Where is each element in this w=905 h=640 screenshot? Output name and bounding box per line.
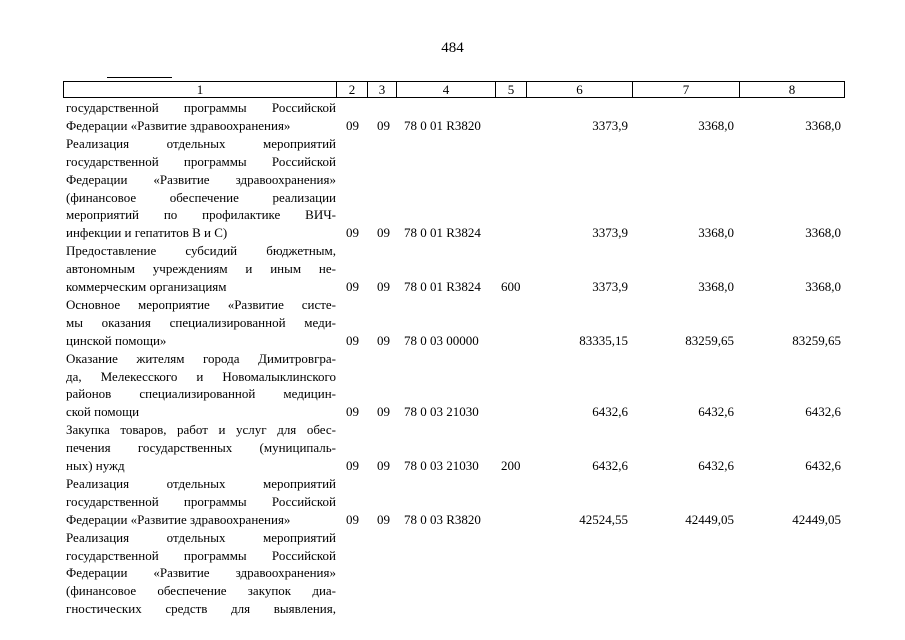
col-amount-6: 3373,9: [592, 117, 628, 133]
description-line: (финансовое обеспечение реализации: [66, 189, 336, 205]
col-amount-7: 3368,0: [698, 117, 734, 133]
description-line: да, Мелекесского и Новомалыклинского: [66, 368, 336, 384]
table-row: [0, 529, 905, 619]
row-description: [66, 135, 336, 242]
description-line: печения государственных (муниципаль-: [66, 440, 336, 456]
table-row: [0, 475, 905, 529]
description-line: государственной программы Российской: [66, 100, 336, 115]
col-target-article: 78 0 03 21030: [404, 404, 479, 420]
col-subsection: 09: [377, 278, 390, 294]
description-line: государственной программы Российской: [66, 153, 336, 169]
header-col-1: 1: [64, 82, 337, 97]
description-line: коммерческим организациям: [66, 279, 227, 294]
table-row: [0, 421, 905, 475]
col-subsection: 09: [377, 332, 390, 348]
description-line: ской помощи: [66, 404, 140, 420]
row-description: [66, 350, 336, 422]
description-line: государственной программы Российской: [66, 493, 336, 509]
col-amount-7: 83259,65: [685, 332, 734, 348]
header-col-3: 3: [368, 82, 397, 97]
col-subsection: 09: [377, 225, 390, 241]
col-amount-6: 3373,9: [592, 278, 628, 294]
table-header: [63, 81, 845, 98]
header-col-8: 8: [788, 82, 796, 97]
description-line: Реализация отдельных мероприятий: [66, 529, 336, 545]
header-col-7: 7: [633, 82, 740, 97]
col-subsection: 09: [377, 404, 390, 420]
description-line: районов специализированной медицин-: [66, 386, 336, 402]
col-section: 09: [346, 457, 359, 473]
table-row: [0, 99, 905, 135]
header-col-6: 6: [527, 82, 633, 97]
description-line: Федерации «Развитие здравоохранения»: [66, 117, 291, 133]
col-target-article: 78 0 03 00000: [404, 332, 479, 348]
description-line: Федерации «Развитие здравоохранения»: [66, 565, 336, 581]
header-overline: [107, 77, 172, 78]
description-line: инфекции и гепатитов В и С): [66, 225, 228, 241]
col-section: 09: [346, 278, 359, 294]
col-amount-7: 6432,6: [698, 404, 734, 420]
description-line: ных) нужд: [66, 458, 125, 473]
col-amount-8: 6432,6: [805, 457, 841, 473]
col-amount-7: 6432,6: [698, 457, 734, 473]
description-line: мероприятий по профилактике ВИЧ-: [66, 207, 336, 223]
header-col-2: 2: [337, 82, 368, 97]
col-amount-6: 42524,55: [579, 511, 628, 527]
table-row: [0, 296, 905, 350]
col-amount-7: 42449,05: [685, 511, 734, 527]
description-line: Оказание жителям города Димитровгра-: [66, 350, 336, 366]
header-col-4: 4: [397, 82, 496, 97]
row-description: [66, 296, 336, 350]
page-number: 484: [441, 40, 464, 56]
description-line: Предоставление субсидий бюджетным,: [66, 243, 336, 259]
col-amount-8: 3368,0: [805, 278, 841, 294]
col-amount-6: 3373,9: [592, 225, 628, 241]
col-subsection: 09: [377, 457, 390, 473]
col-amount-6: 83335,15: [579, 332, 628, 348]
col-expense-type: 600: [501, 278, 521, 294]
col-subsection: 09: [377, 511, 390, 527]
col-section: 09: [346, 225, 359, 241]
row-description: [66, 529, 336, 619]
col-section: 09: [346, 404, 359, 420]
description-line: Федерации «Развитие здравоохранения»: [66, 171, 336, 187]
row-description: [66, 99, 336, 135]
description-line: Основное мероприятие «Развитие систе-: [66, 296, 336, 312]
description-line: автономным учреждениям и иным не-: [66, 261, 336, 277]
col-amount-8: 6432,6: [805, 404, 841, 420]
description-line: Закупка товаров, работ и услуг для обес-: [66, 422, 336, 438]
description-line: Реализация отдельных мероприятий: [66, 475, 336, 491]
row-description: [66, 475, 336, 529]
col-amount-8: 3368,0: [805, 225, 841, 241]
col-target-article: 78 0 01 R3824: [404, 225, 481, 241]
description-line: цинской помощи»: [66, 332, 167, 348]
row-description: [66, 421, 336, 475]
col-amount-8: 42449,05: [792, 511, 841, 527]
col-target-article: 78 0 01 R3820: [404, 117, 481, 133]
description-line: государственной программы Российской: [66, 547, 336, 563]
col-amount-6: 6432,6: [592, 457, 628, 473]
description-line: (финансовое обеспечение закупок диа-: [66, 583, 336, 599]
col-expense-type: 200: [501, 457, 521, 473]
row-description: [66, 242, 336, 296]
col-section: 09: [346, 117, 359, 133]
col-amount-8: 83259,65: [792, 332, 841, 348]
col-target-article: 78 0 01 R3824: [404, 278, 481, 294]
col-target-article: 78 0 03 21030: [404, 457, 479, 473]
table-row: [0, 242, 905, 296]
col-section: 09: [346, 511, 359, 527]
description-line: гностических средств для выявления,: [66, 601, 336, 617]
col-target-article: 78 0 03 R3820: [404, 511, 481, 527]
col-amount-7: 3368,0: [698, 225, 734, 241]
description-line: Федерации «Развитие здравоохранения»: [66, 511, 291, 527]
col-amount-8: 3368,0: [805, 117, 841, 133]
table-row: [0, 135, 905, 242]
table-row: [0, 350, 905, 422]
header-col-5: 5: [496, 82, 527, 97]
col-amount-6: 6432,6: [592, 404, 628, 420]
col-subsection: 09: [377, 117, 390, 133]
col-section: 09: [346, 332, 359, 348]
description-line: Реализация отдельных мероприятий: [66, 135, 336, 151]
col-amount-7: 3368,0: [698, 278, 734, 294]
description-line: мы оказания специализированной меди-: [66, 314, 336, 330]
